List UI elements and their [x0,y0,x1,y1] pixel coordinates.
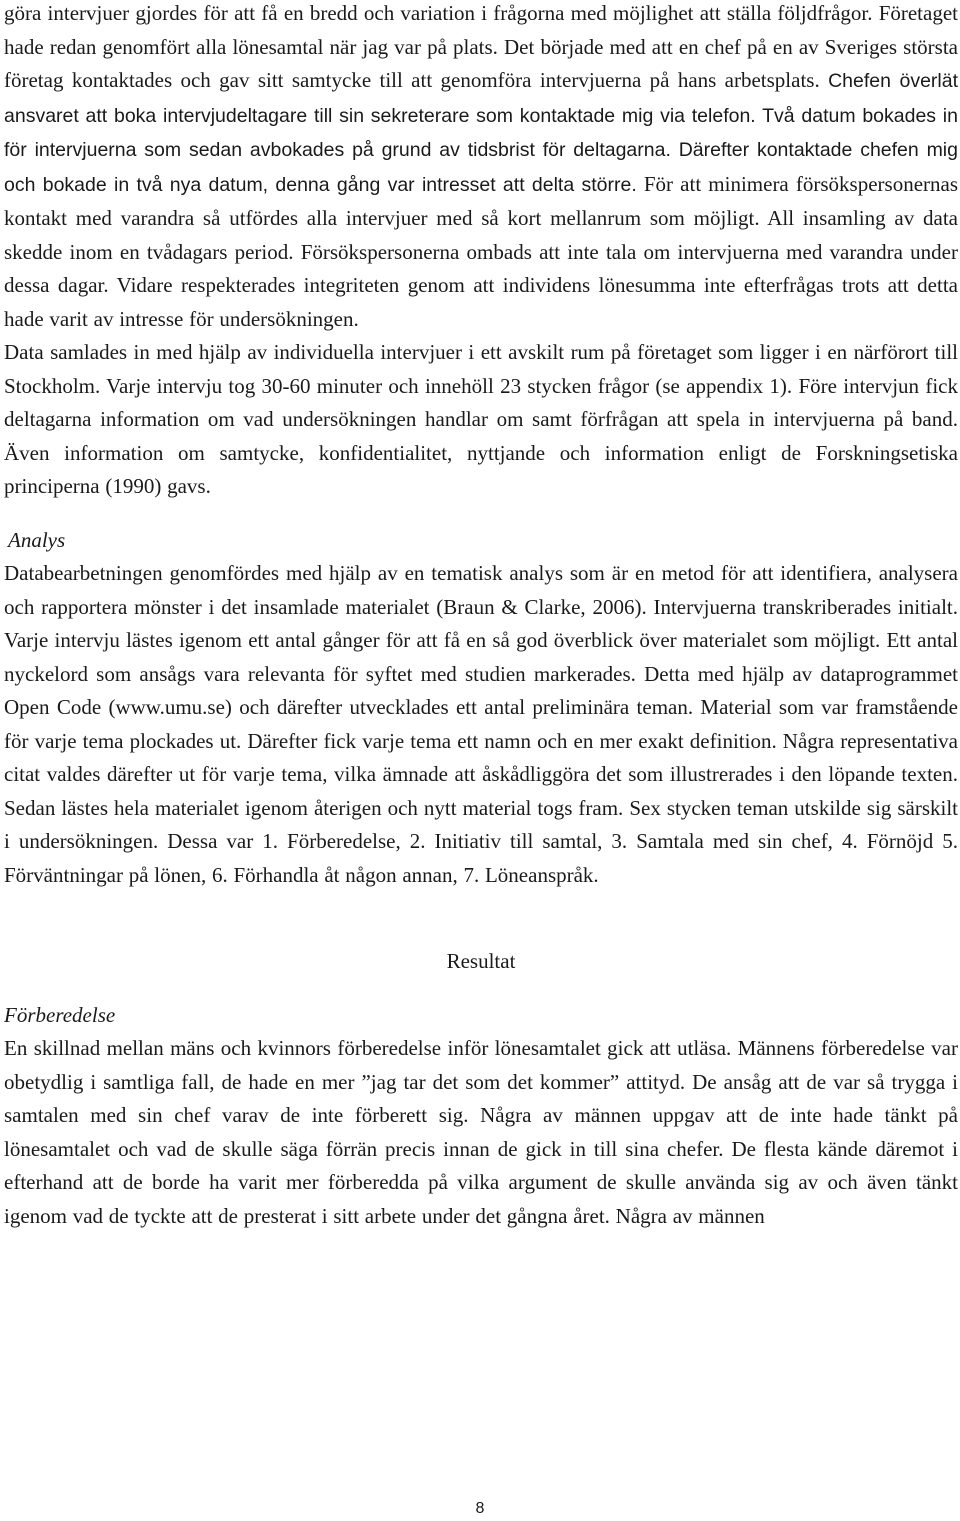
preparation-paragraph: En skillnad mellan mäns och kvinnors förberedelse inför lönesamtalet gick att utläsa. Männens förberedelse var obetydlig i samtliga fall, de hade en mer ”jag tar det som det kommer” attityd. De ansåg att de var så trygga i samtalen med sin chef varav de inte förberett sig. Några av männen uppgav att de inte hade tänkt på lönesamtalet och vad de skulle säga förrän precis innan de gick in till sina chefer. De flesta kände däremot i efterhand att de borde ha varit mer förberedda på vilka argument de skulle använda sig av och även tänkt igenom vad de tyckte att de presterat i sitt arbete under det gångna året. Några av männen [4,1036,958,1228]
method-paragraph-1-sans: Chefen överlät ansvaret att boka intervjudeltagare till sin sekreterare som kontaktade mig via telefon. Två datum bokades in för intervjuerna som sedan avbokades på grund av tidsbrist för deltagarna. Därefter kontaktade chefen mig och bokade in två nya datum, denna gång var intresset att delta större. [4,70,959,196]
page-number: 8 [475,1500,485,1517]
method-paragraph-2: Data samlades in med hjälp av individuella intervjuer i ett avskilt rum på företaget som ligger i en närförort till Stockholm. Varje intervju tog 30-60 minuter och innehöll 23 stycken frågor (se appendix 1). Före intervjun fick deltagarna information om vad undersökningen handlar om samt förfrågan att spela in intervjuerna på band. Även information om samtycke, konfidentialitet, nyttjande och information enligt de Forskningsetiska principerna (1990) gavs. [4,340,958,498]
analysis-heading: Analys [8,527,66,552]
analysis-paragraph: Databearbetningen genomfördes med hjälp av en tematisk analys som är en metod för att identifiera, analysera och rapportera mönster i det insamlade materialet (Braun & Clarke, 2006). Intervjuerna transkriberades initialt. Varje intervju lästes igenom ett antal gånger för att få en så god överblick över materialet som möjligt. Ett antal nyckelord som ansågs vara relevanta för syftet med studien markerades. Detta med hjälp av dataprogrammet Open Code (www.umu.se) och därefter utvecklades ett antal preliminära teman. Material som var framstående för varje tema plockades ut. Därefter fick varje tema ett namn och en mer exakt definition. Några representativa citat valdes därefter ut för varje tema, vilka ämnade att åskådliggöra det som illustrerades i den löpande texten. Sedan lästes hela materialet igenom återigen och nytt material togs fram. Sex stycken teman utskilde sig särskilt i undersökningen. Dessa var 1. Förberedelse, 2. Initiativ till samtal, 3. Samtala med sin chef, 4. Förnöjd 5. Förväntningar på lönen, 6. Förhandla åt någon annan, 7. Löneanspråk. [4,561,958,887]
results-heading: Resultat [446,949,516,973]
document-page [4,0,958,1233]
preparation-heading: Förberedelse [4,1002,116,1027]
method-paragraph-1-tail: För att minimera försökspersonernas kontakt med varandra så utfördes alla intervjuer med så kort mellanrum som möjligt. All insamling av data skedde inom en tvådagars period. Försökspersonerna ombads att inte tala om intervjuerna med varandra under dessa dagar. Vidare respekterades integriteten genom att individens lönesumma inte efterfrågas trots att detta hade varit av intresse för undersökningen. [4,171,958,331]
method-paragraph-1 [4,0,958,336]
method-paragraph-1-serif: göra intervjuer gjordes för att få en bredd och variation i frågorna med möjlighet att ställa följdfrågor. Företaget hade redan genomfört alla lönesamtal när jag var på plats. Det började med att en chef på en av Sveriges största företag kontaktades och gav sitt samtycke till att genomföra intervjuerna på hans arbetsplats. [4,1,958,92]
